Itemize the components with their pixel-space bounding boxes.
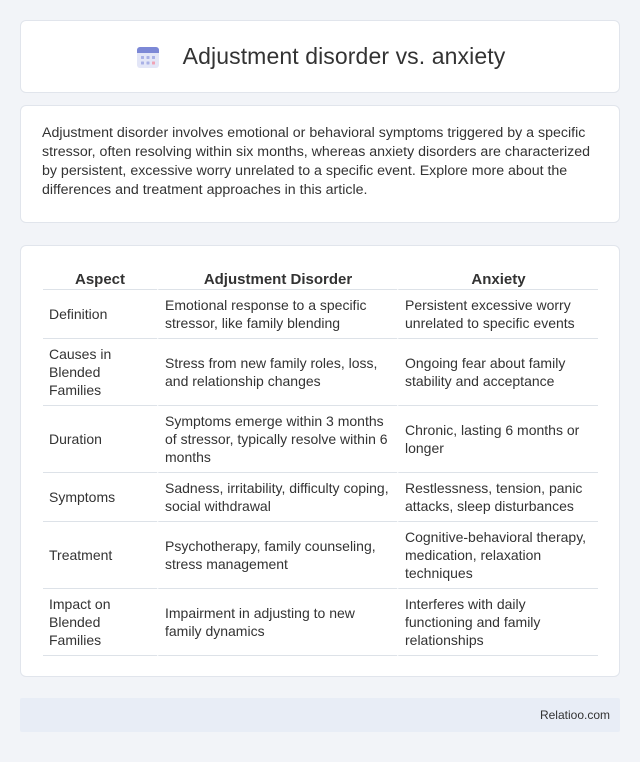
table-cell: Symptoms bbox=[43, 473, 157, 522]
table-cell: Restlessness, tension, panic attacks, sleep disturbances bbox=[397, 473, 598, 522]
table-row bbox=[43, 473, 598, 522]
intro-text: Adjustment disorder involves emotional or behavioral symptoms triggered by a specific stressor, often resolving within six months, whereas anxiety disorders are characterized by persistent, excessive worry unrelated to a specific event. Explore more about the differences and treatment approaches in this article. bbox=[42, 125, 591, 198]
footer-brand: Relatioo.com bbox=[539, 708, 610, 722]
table-cell: Psychotherapy, family counseling, stress management bbox=[157, 522, 397, 589]
table-cell: Stress from new family roles, loss, and relationship changes bbox=[157, 339, 397, 406]
footer bbox=[20, 698, 620, 732]
page-title: Adjustment disorder vs. anxiety bbox=[182, 43, 506, 69]
table-cell: Causes in Blended Families bbox=[43, 339, 157, 406]
table-cell: Impairment in adjusting to new family dynamics bbox=[157, 589, 397, 656]
header-aspect: Aspect bbox=[43, 264, 157, 290]
table-row bbox=[43, 522, 598, 589]
header-anxiety: Anxiety bbox=[397, 264, 598, 290]
calendar-icon bbox=[135, 44, 161, 70]
table-cell: Chronic, lasting 6 months or longer bbox=[397, 406, 598, 473]
title-card bbox=[20, 20, 620, 93]
table-header-row bbox=[43, 264, 598, 290]
table-row bbox=[43, 339, 598, 406]
table-cell: Duration bbox=[43, 406, 157, 473]
table-row bbox=[43, 406, 598, 473]
table-cell: Impact on Blended Families bbox=[43, 589, 157, 656]
table-cell: Treatment bbox=[43, 522, 157, 589]
table-cell: Emotional response to a specific stressor, like family blending bbox=[157, 290, 397, 339]
intro-card bbox=[20, 105, 620, 223]
table-row bbox=[43, 589, 598, 656]
comparison-table bbox=[43, 264, 598, 656]
table-cell: Definition bbox=[43, 290, 157, 339]
table-cell: Interferes with daily functioning and family relationships bbox=[397, 589, 598, 656]
comparison-card bbox=[20, 245, 620, 677]
table-cell: Persistent excessive worry unrelated to specific events bbox=[397, 290, 598, 339]
table-row bbox=[43, 290, 598, 339]
header-adjustment-disorder: Adjustment Disorder bbox=[157, 264, 397, 290]
table-cell: Sadness, irritability, difficulty coping, social withdrawal bbox=[157, 473, 397, 522]
table-cell: Cognitive-behavioral therapy, medication, relaxation techniques bbox=[397, 522, 598, 589]
table-cell: Symptoms emerge within 3 months of stressor, typically resolve within 6 months bbox=[157, 406, 397, 473]
table-cell: Ongoing fear about family stability and acceptance bbox=[397, 339, 598, 406]
